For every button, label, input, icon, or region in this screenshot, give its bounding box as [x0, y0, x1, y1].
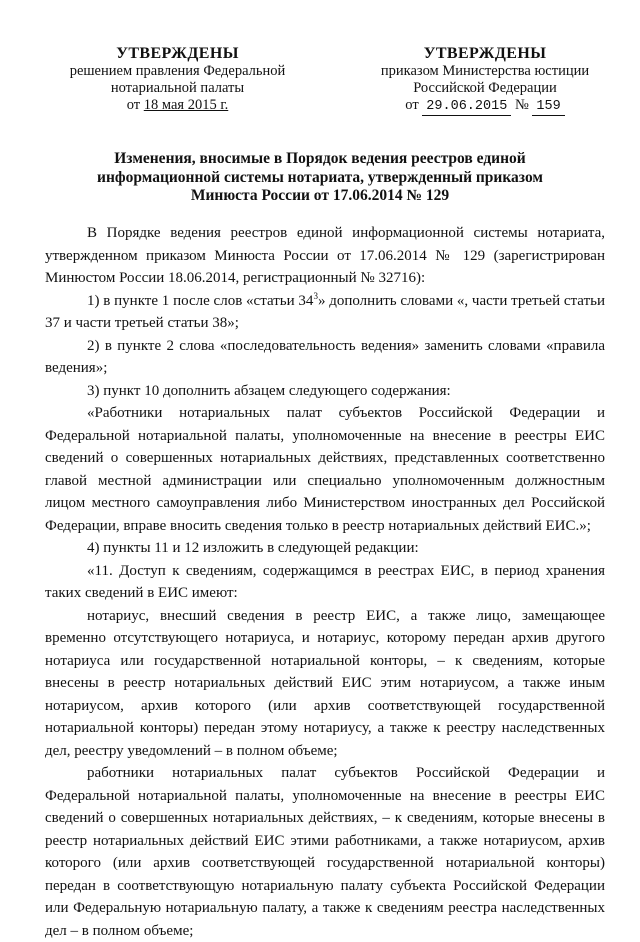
paragraph-notary-access: нотариус, внесший сведения в реестр ЕИС, а также лицо, замещающее временно отсутствующего нотариуса, и нотариус, которому передан архив другого нотариуса или государственной нотариальной конторы, – к сведениям, которые внесены в реестр нотариальных действий ЕИС этим нотариусом, а также иным нотариусом, архив которого (или архив соответствующей государственной нотариальной конторы) передан этому нотариусу, а также к реестру наследственных дел, реестру уведомлений – в полном объеме;	[45, 607, 605, 759]
paragraph-item-1	[45, 290, 605, 335]
approval-left-date: 18 мая 2015 г.	[143, 97, 229, 113]
paragraph-item-1-start: 1) в пункте 1 после слов «статьи 34	[87, 292, 314, 309]
approval-right-line2: Российской Федерации	[413, 80, 557, 96]
approval-left-date-line	[40, 97, 315, 114]
title-line-1: Изменения, вносимые в Порядок ведения реестров единой	[114, 150, 526, 167]
paragraph-point-11: «11. Доступ к сведениям, содержащимся в реестрах ЕИС, в период хранения таких сведений в ЕИС имеют:	[45, 562, 605, 601]
paragraph-item-2: 2) в пункте 2 слова «последовательность ведения» заменить словами «правила ведения»;	[45, 337, 605, 376]
approval-right-number-sign: №	[514, 97, 529, 113]
document-body	[45, 222, 605, 942]
approval-left-line2: нотариальной палаты	[110, 80, 245, 96]
approval-right-date-prefix: от	[405, 97, 419, 113]
paragraph-item-3: 3) пункт 10 дополнить абзацем следующего содержания:	[87, 382, 451, 399]
paragraph-intro: В Порядке ведения реестров единой информационной системы нотариата, утвержденном приказом Минюста России от 17.06.2014 № 129 (зарегистрирован Минюстом России 18.06.2014, регистрационный № 32716):	[45, 225, 605, 286]
title-line-2: информационной системы нотариата, утвержденный приказом	[97, 168, 543, 186]
paragraph-item-4: 4) пункты 11 и 12 изложить в следующей редакции:	[87, 540, 419, 556]
paragraph-item-1-sup: 3	[313, 290, 318, 301]
title-line-3: Минюста России от 17.06.2014 № 129	[190, 187, 450, 204]
approval-block-left	[40, 44, 315, 114]
paragraph-item-1-end: » дополнить словами «, части третьей статьи 37 и части третьей статьи 38»;	[45, 292, 605, 331]
approval-right-date-line	[360, 97, 610, 116]
approval-right-number: 159	[532, 98, 564, 116]
approval-right-line1: приказом Министерства юстиции	[380, 63, 590, 79]
approval-left-line1: решением правления Федеральной	[69, 63, 286, 79]
approval-left-heading: УТВЕРЖДЕНЫ	[116, 45, 239, 62]
approval-right-heading: УТВЕРЖДЕНЫ	[423, 45, 547, 62]
paragraph-chamber-access: работники нотариальных палат субъектов Российской Федерации и Федеральной нотариальной палаты, уполномоченные на внесение в реестры ЕИС сведений о совершенных нотариальных действиях, – к сведениям, которые внесены в реестр нотариальных действий ЕИС этими работниками, а также нотариусом, архив которого (или архив соответствующей государственной нотариальной конторы) передан в соответствующую нотариальную палату субъекта Российской Федерации или Федеральную нотариальную палату, а также к сведениям реестра наследственных дел – в полном объеме;	[45, 765, 605, 939]
approval-block-right	[360, 44, 610, 116]
approval-left-date-prefix: от	[126, 97, 141, 113]
paragraph-quote-workers: «Работники нотариальных палат субъектов Российской Федерации и Федеральной нотариальной палаты, уполномоченные на внесение в реестры ЕИС сведений о совершенных нотариальных действиях, представленных соответственно главой местной администрации или специально уполномоченным должностным лицом местного самоуправления либо Министерством иностранных дел Российской Федерации, вправе вносить сведения только в реестр нотариальных действий ЕИС.»;	[45, 405, 605, 534]
approval-right-date: 29.06.2015	[422, 98, 511, 116]
document-title	[60, 150, 580, 206]
